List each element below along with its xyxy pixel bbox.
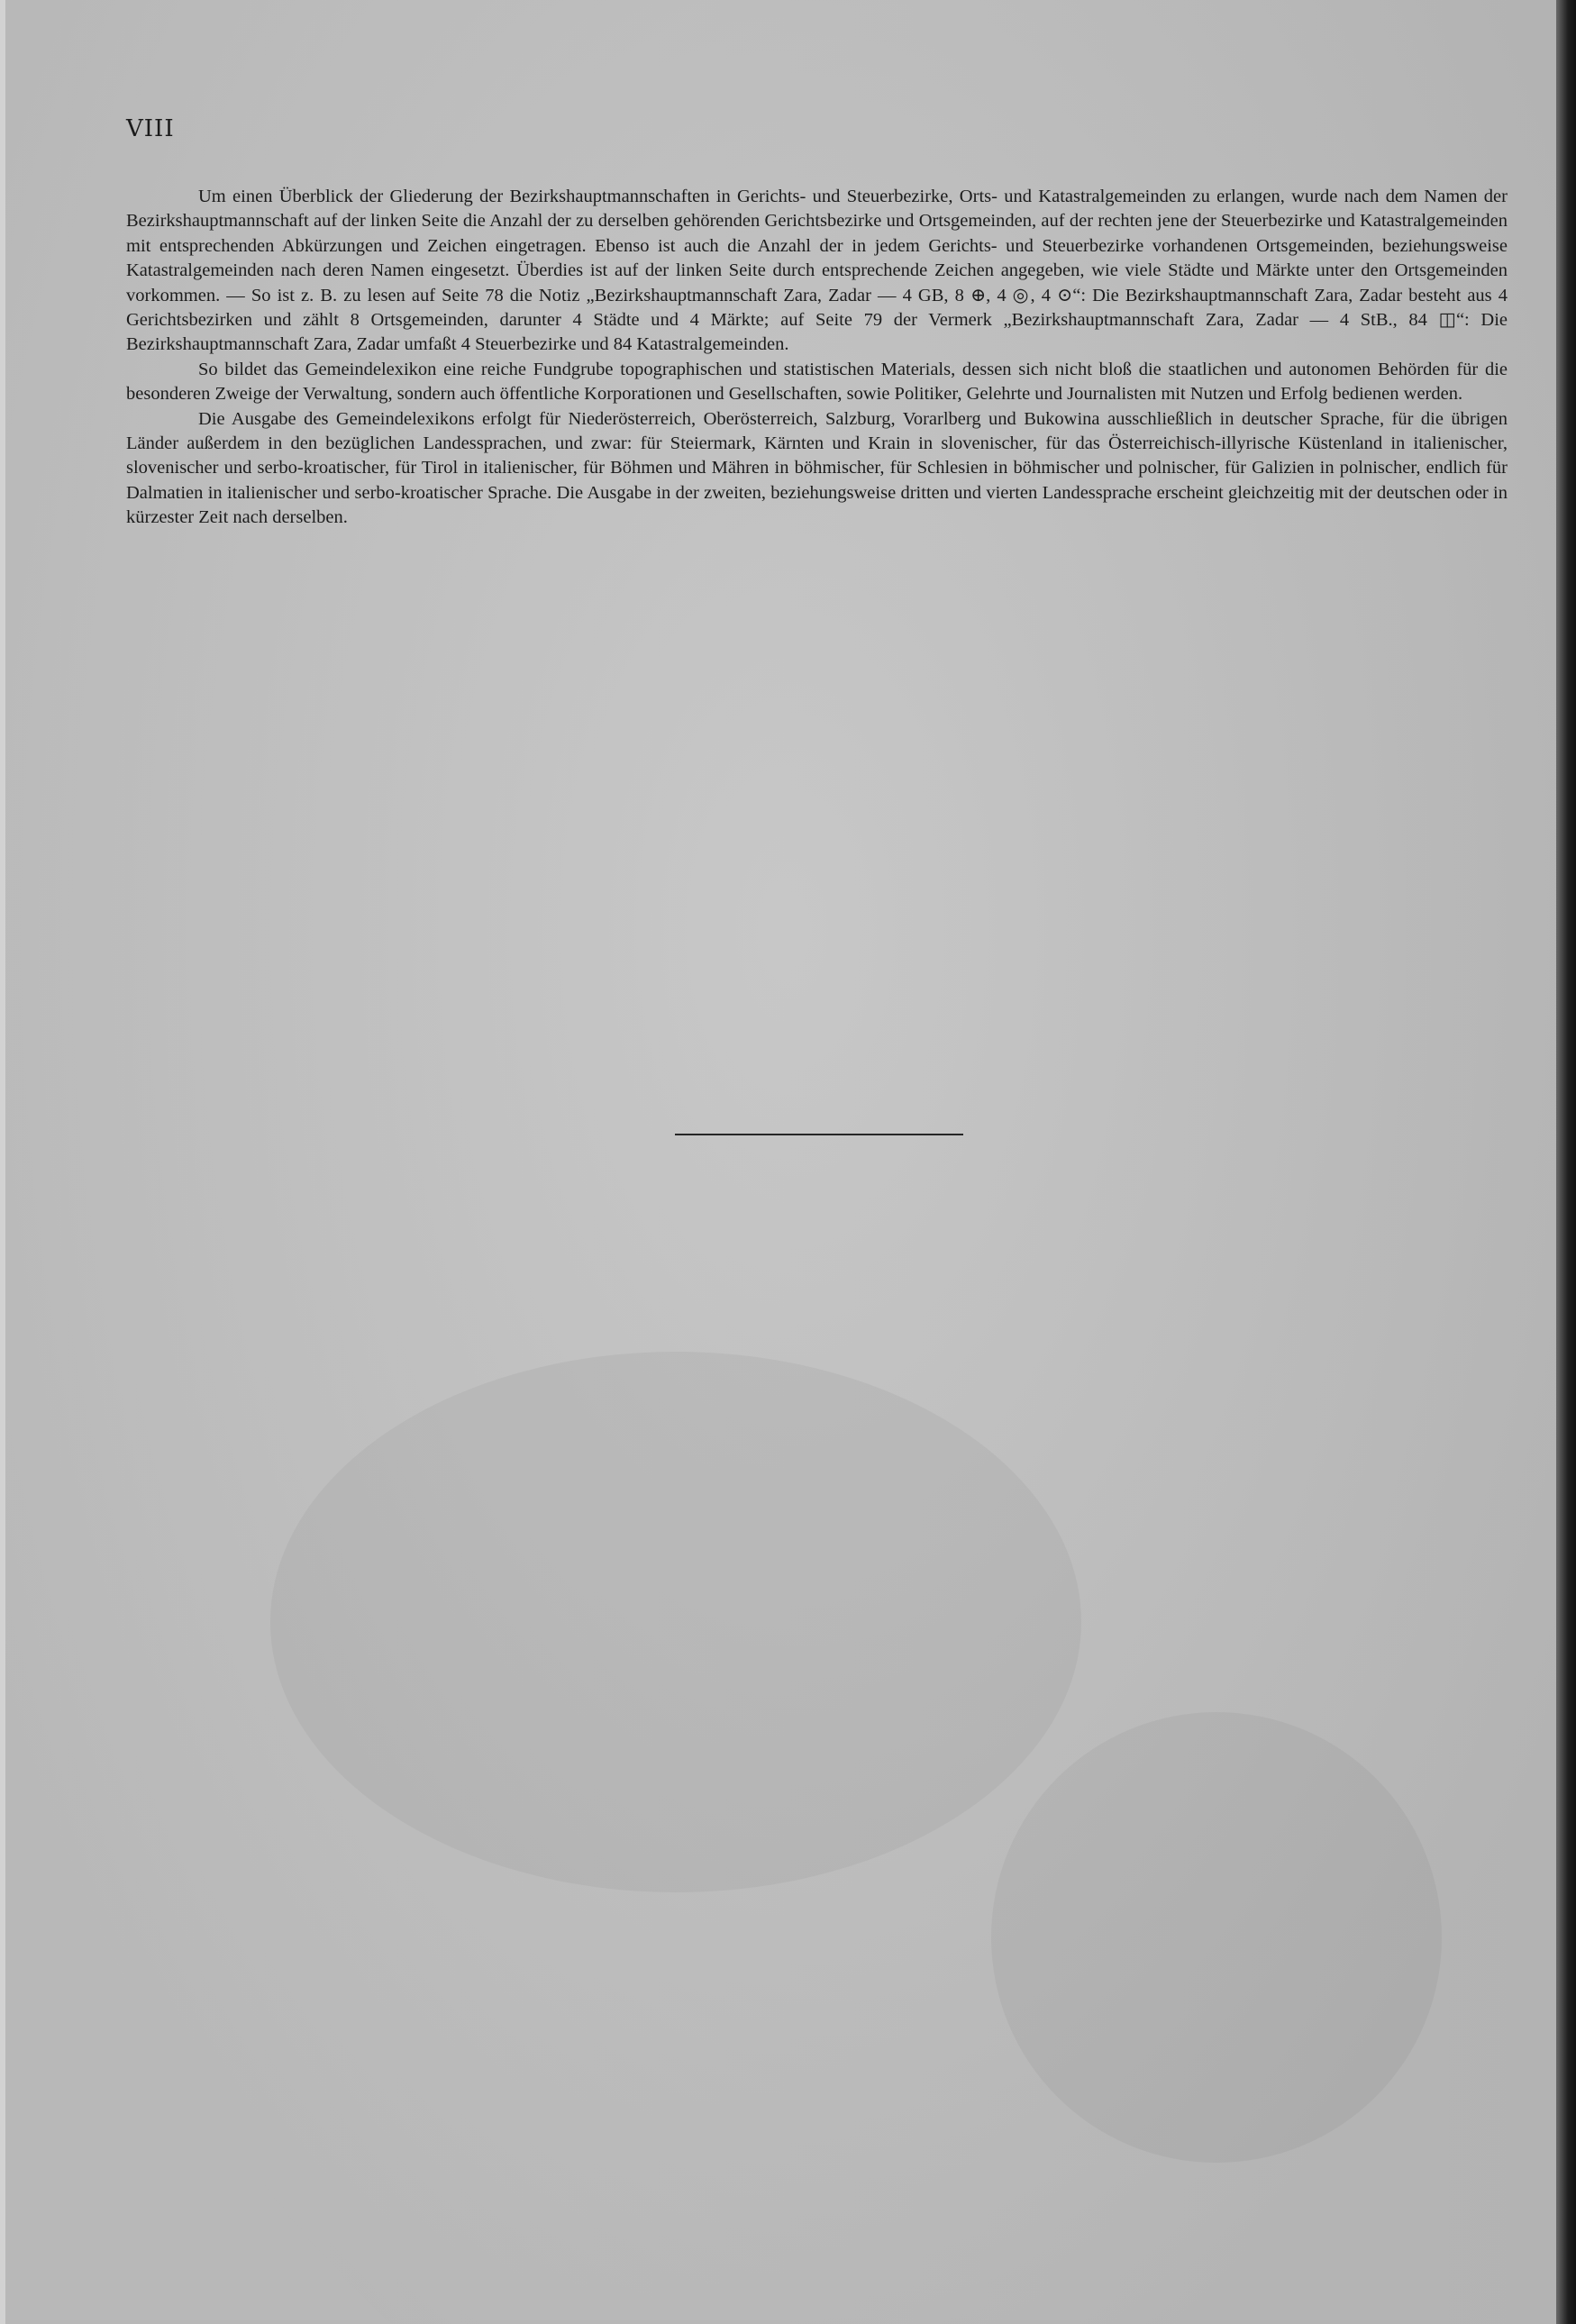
page-left-edge	[0, 0, 5, 2324]
paragraph-usefulness: So bildet das Gemeindelexikon eine reiche Fundgrube topographischen und statistischen Materials, dessen sich nicht bloß die staatlichen und autonomen Behörden für die besonderen Zweige der Verwaltung, sondern auch öffentliche Korporationen und Gesellschaften, sowie Politiker, Gelehrte und Journalisten mit Nutzen und Erfolg bedienen werden.	[126, 359, 1508, 405]
body-text	[126, 185, 1508, 531]
section-end-rule	[675, 1134, 963, 1135]
page-binding-edge	[1556, 0, 1576, 2324]
page-number: VIII	[126, 115, 175, 142]
paragraph-overview: Um einen Überblick der Gliederung der Bezirkshauptmannschaften in Gerichts- und Steuerbezirke, Orts- und Katastralgemeinden zu erlangen, wurde nach dem Namen der Bezirkshauptmannschaft auf der linken Seite die Anzahl der zu derselben gehörenden Gerichtsbezirke und Ortsgemeinden, auf der rechten jene der Steuerbezirke und Katastralgemeinden mit entsprechenden Abkürzungen und Zeichen eingetragen. Ebenso ist auch die Anzahl der in jedem Gerichts- und Steuerbezirke vorhandenen Ortsgemeinden, beziehungsweise Katastralgemeinden nach deren Namen eingesetzt. Überdies ist auf der linken Seite durch entsprechende Zeichen angegeben, wie viele Städte und Märkte unter den Ortsgemeinden vorkommen. — So ist z. B. zu lesen auf Seite 78 die Notiz „Bezirkshauptmannschaft Zara, Zadar — 4 GB, 8 ⊕, 4 ◎, 4 ⊙“: Die Bezirkshauptmannschaft Zara, Zadar besteht aus 4 Gerichtsbezirken und zählt 8 Ortsgemeinden, darunter 4 Städte und 4 Märkte; auf Seite 79 der Vermerk „Bezirkshauptmannschaft Zara, Zadar — 4 StB., 84 ◫“: Die Bezirkshauptmannschaft Zara, Zadar umfaßt 4 Steuerbezirke und 84 Katastralgemeinden.	[126, 187, 1508, 355]
paragraph-editions: Die Ausgabe des Gemeindelexikons erfolgt für Niederösterreich, Oberösterreich, Salzburg, Vorarlberg und Bukowina ausschließlich in deutscher Sprache, für die übrigen Länder außerdem in den bezüglichen Landessprachen, und zwar: für Steiermark, Kärnten und Krain in slovenischer, für das Österreichisch-illyrische Küstenland in italienischer, slovenischer und serbo-kroatischer, für Tirol in italienischer, für Böhmen und Mähren in böhmischer, für Schlesien in böhmischer und polnischer, für Galizien in polnischer, endlich für Dalmatien in italienischer und serbo-kroatischer Sprache. Die Ausgabe in der zweiten, beziehungsweise dritten und vierten Landessprache erscheint gleichzeitig mit der deutschen oder in kürzester Zeit nach derselben.	[126, 408, 1508, 528]
paper-stain	[270, 1352, 1081, 1892]
paper-stain	[991, 1712, 1442, 2163]
